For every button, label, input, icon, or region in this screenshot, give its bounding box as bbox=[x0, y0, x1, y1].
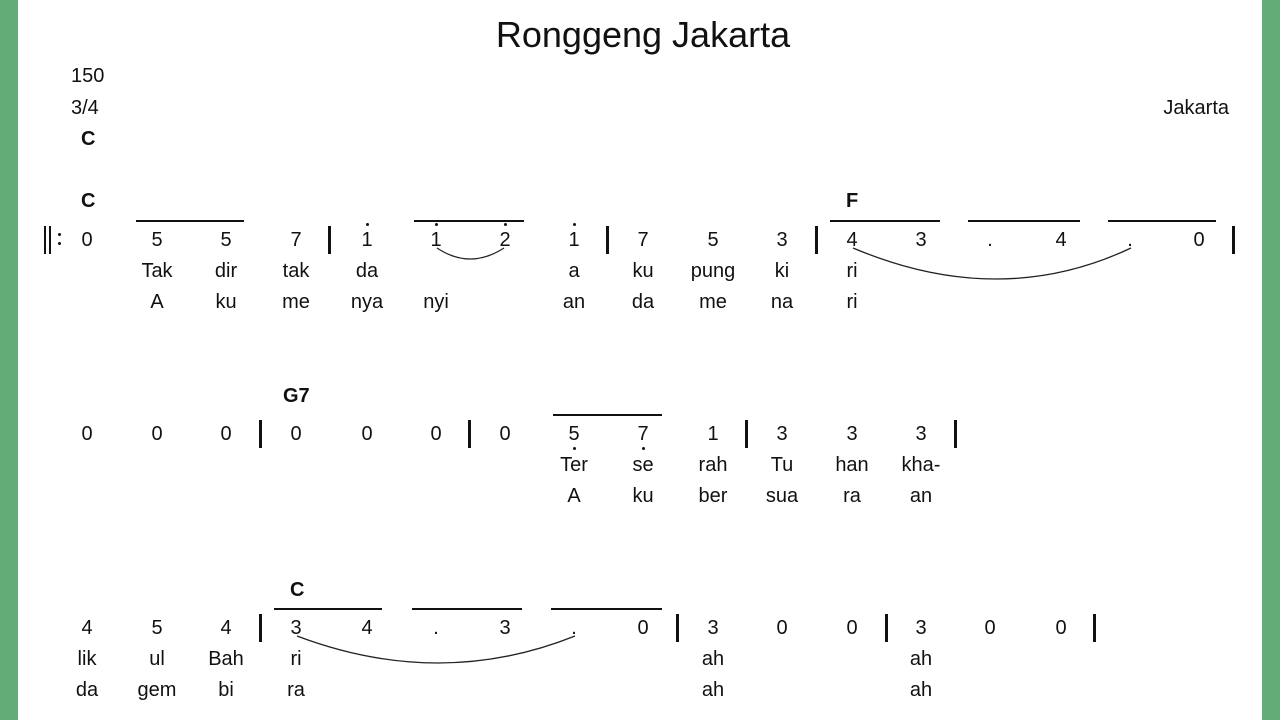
note: 0 bbox=[499, 423, 511, 445]
note: 4 bbox=[846, 229, 858, 251]
lyric: ri bbox=[846, 291, 858, 313]
music-sheet bbox=[18, 0, 1262, 720]
lyric: ku bbox=[632, 260, 654, 282]
note: 3 bbox=[707, 617, 719, 639]
repeat-thin-bar bbox=[49, 226, 51, 254]
note: 1 bbox=[568, 229, 580, 251]
note: 1 bbox=[707, 423, 719, 445]
note: 5 bbox=[151, 617, 163, 639]
barline bbox=[745, 420, 748, 448]
lyric: nyi bbox=[423, 291, 449, 313]
lyric: ah bbox=[909, 679, 933, 701]
note: 7 bbox=[290, 229, 302, 251]
barline bbox=[328, 226, 331, 254]
note: 3 bbox=[499, 617, 511, 639]
note: 3 bbox=[846, 423, 858, 445]
note: 3 bbox=[776, 229, 788, 251]
lyric: se bbox=[632, 454, 654, 476]
lyric: da bbox=[355, 260, 379, 282]
origin-label: Jakarta bbox=[1163, 97, 1229, 119]
repeat-dot bbox=[58, 233, 61, 236]
beam bbox=[551, 608, 662, 610]
key-label: C bbox=[81, 128, 96, 150]
lyric: A bbox=[567, 485, 581, 507]
lyric: Bah bbox=[208, 648, 244, 670]
lyric: ri bbox=[846, 260, 858, 282]
high-octave-dot bbox=[504, 223, 507, 226]
lyric: lik bbox=[77, 648, 97, 670]
barline bbox=[259, 420, 262, 448]
beam bbox=[968, 220, 1080, 222]
lyric: an bbox=[562, 291, 586, 313]
note: 4 bbox=[220, 617, 232, 639]
note: 3 bbox=[915, 229, 927, 251]
note: 5 bbox=[707, 229, 719, 251]
note: 0 bbox=[220, 423, 232, 445]
chord-symbol: C bbox=[81, 190, 96, 212]
barline bbox=[885, 614, 888, 642]
note: 3 bbox=[290, 617, 302, 639]
lyric: da bbox=[631, 291, 655, 313]
lyric: ra bbox=[843, 485, 861, 507]
note: 5 bbox=[220, 229, 232, 251]
note: 4 bbox=[1055, 229, 1067, 251]
lyric: me bbox=[282, 291, 310, 313]
lyric: gem bbox=[137, 679, 177, 701]
lyric: pung bbox=[690, 260, 736, 282]
note: 0 bbox=[984, 617, 996, 639]
lyric: tak bbox=[282, 260, 310, 282]
note-dot: . bbox=[987, 229, 993, 251]
lyric: Tak bbox=[141, 260, 173, 282]
note: 7 bbox=[637, 229, 649, 251]
low-octave-dot bbox=[642, 447, 645, 450]
note-dot: . bbox=[433, 617, 439, 639]
note: 0 bbox=[151, 423, 163, 445]
beam bbox=[412, 608, 522, 610]
chord-symbol: C bbox=[290, 579, 305, 601]
barline bbox=[259, 614, 262, 642]
lyric: dir bbox=[214, 260, 238, 282]
repeat-dot bbox=[58, 242, 61, 245]
note: 0 bbox=[81, 423, 93, 445]
lyric: bi bbox=[218, 679, 234, 701]
lyric: ri bbox=[290, 648, 302, 670]
lyric: ra bbox=[287, 679, 305, 701]
beam bbox=[414, 220, 524, 222]
lyric: ah bbox=[701, 648, 725, 670]
note: 0 bbox=[290, 423, 302, 445]
lyric: kha- bbox=[901, 454, 941, 476]
note: 5 bbox=[568, 423, 580, 445]
lyric: ul bbox=[149, 648, 165, 670]
note: 3 bbox=[915, 423, 927, 445]
note: 3 bbox=[776, 423, 788, 445]
lyric: da bbox=[75, 679, 99, 701]
high-octave-dot bbox=[573, 223, 576, 226]
song-title: Ronggeng Jakarta bbox=[495, 14, 791, 55]
beam bbox=[1108, 220, 1216, 222]
barline bbox=[1093, 614, 1096, 642]
note: 0 bbox=[637, 617, 649, 639]
lyric: han bbox=[835, 454, 869, 476]
lyric: an bbox=[909, 485, 933, 507]
low-octave-dot bbox=[573, 447, 576, 450]
note: 3 bbox=[915, 617, 927, 639]
note: 0 bbox=[846, 617, 858, 639]
lyric: ku bbox=[632, 485, 654, 507]
note: 1 bbox=[430, 229, 442, 251]
note: 0 bbox=[81, 229, 93, 251]
meter-label: 3/4 bbox=[71, 97, 99, 119]
lyric: me bbox=[699, 291, 727, 313]
note: 2 bbox=[499, 229, 511, 251]
tempo-label: 150 bbox=[71, 65, 105, 87]
lyric: ku bbox=[215, 291, 237, 313]
lyric: A bbox=[150, 291, 164, 313]
lyric: ber bbox=[698, 485, 728, 507]
barline bbox=[676, 614, 679, 642]
beam bbox=[830, 220, 940, 222]
lyric: nya bbox=[350, 291, 384, 313]
beam bbox=[136, 220, 244, 222]
lyric: ah bbox=[701, 679, 725, 701]
lyric: rah bbox=[698, 454, 728, 476]
note: 0 bbox=[1193, 229, 1205, 251]
repeat-thick-bar bbox=[44, 226, 46, 254]
note: 5 bbox=[151, 229, 163, 251]
note: 0 bbox=[776, 617, 788, 639]
lyric: Ter bbox=[560, 454, 588, 476]
note: 0 bbox=[1055, 617, 1067, 639]
barline bbox=[606, 226, 609, 254]
barline bbox=[954, 420, 957, 448]
lyric: ah bbox=[909, 648, 933, 670]
barline bbox=[815, 226, 818, 254]
lyric: na bbox=[770, 291, 794, 313]
high-octave-dot bbox=[366, 223, 369, 226]
beam bbox=[274, 608, 382, 610]
chord-symbol: G7 bbox=[283, 385, 310, 407]
note: 1 bbox=[361, 229, 373, 251]
lyric: sua bbox=[765, 485, 799, 507]
high-octave-dot bbox=[435, 223, 438, 226]
note: 4 bbox=[81, 617, 93, 639]
lyric: a bbox=[568, 260, 580, 282]
note: 7 bbox=[637, 423, 649, 445]
beam bbox=[553, 414, 662, 416]
note-dot: . bbox=[1127, 229, 1133, 251]
note: 0 bbox=[430, 423, 442, 445]
barline bbox=[1232, 226, 1235, 254]
barline bbox=[468, 420, 471, 448]
note: 4 bbox=[361, 617, 373, 639]
note-dot: . bbox=[571, 617, 577, 639]
note: 0 bbox=[361, 423, 373, 445]
lyric: ki bbox=[774, 260, 790, 282]
chord-symbol: F bbox=[846, 190, 859, 212]
lyric: Tu bbox=[770, 454, 794, 476]
